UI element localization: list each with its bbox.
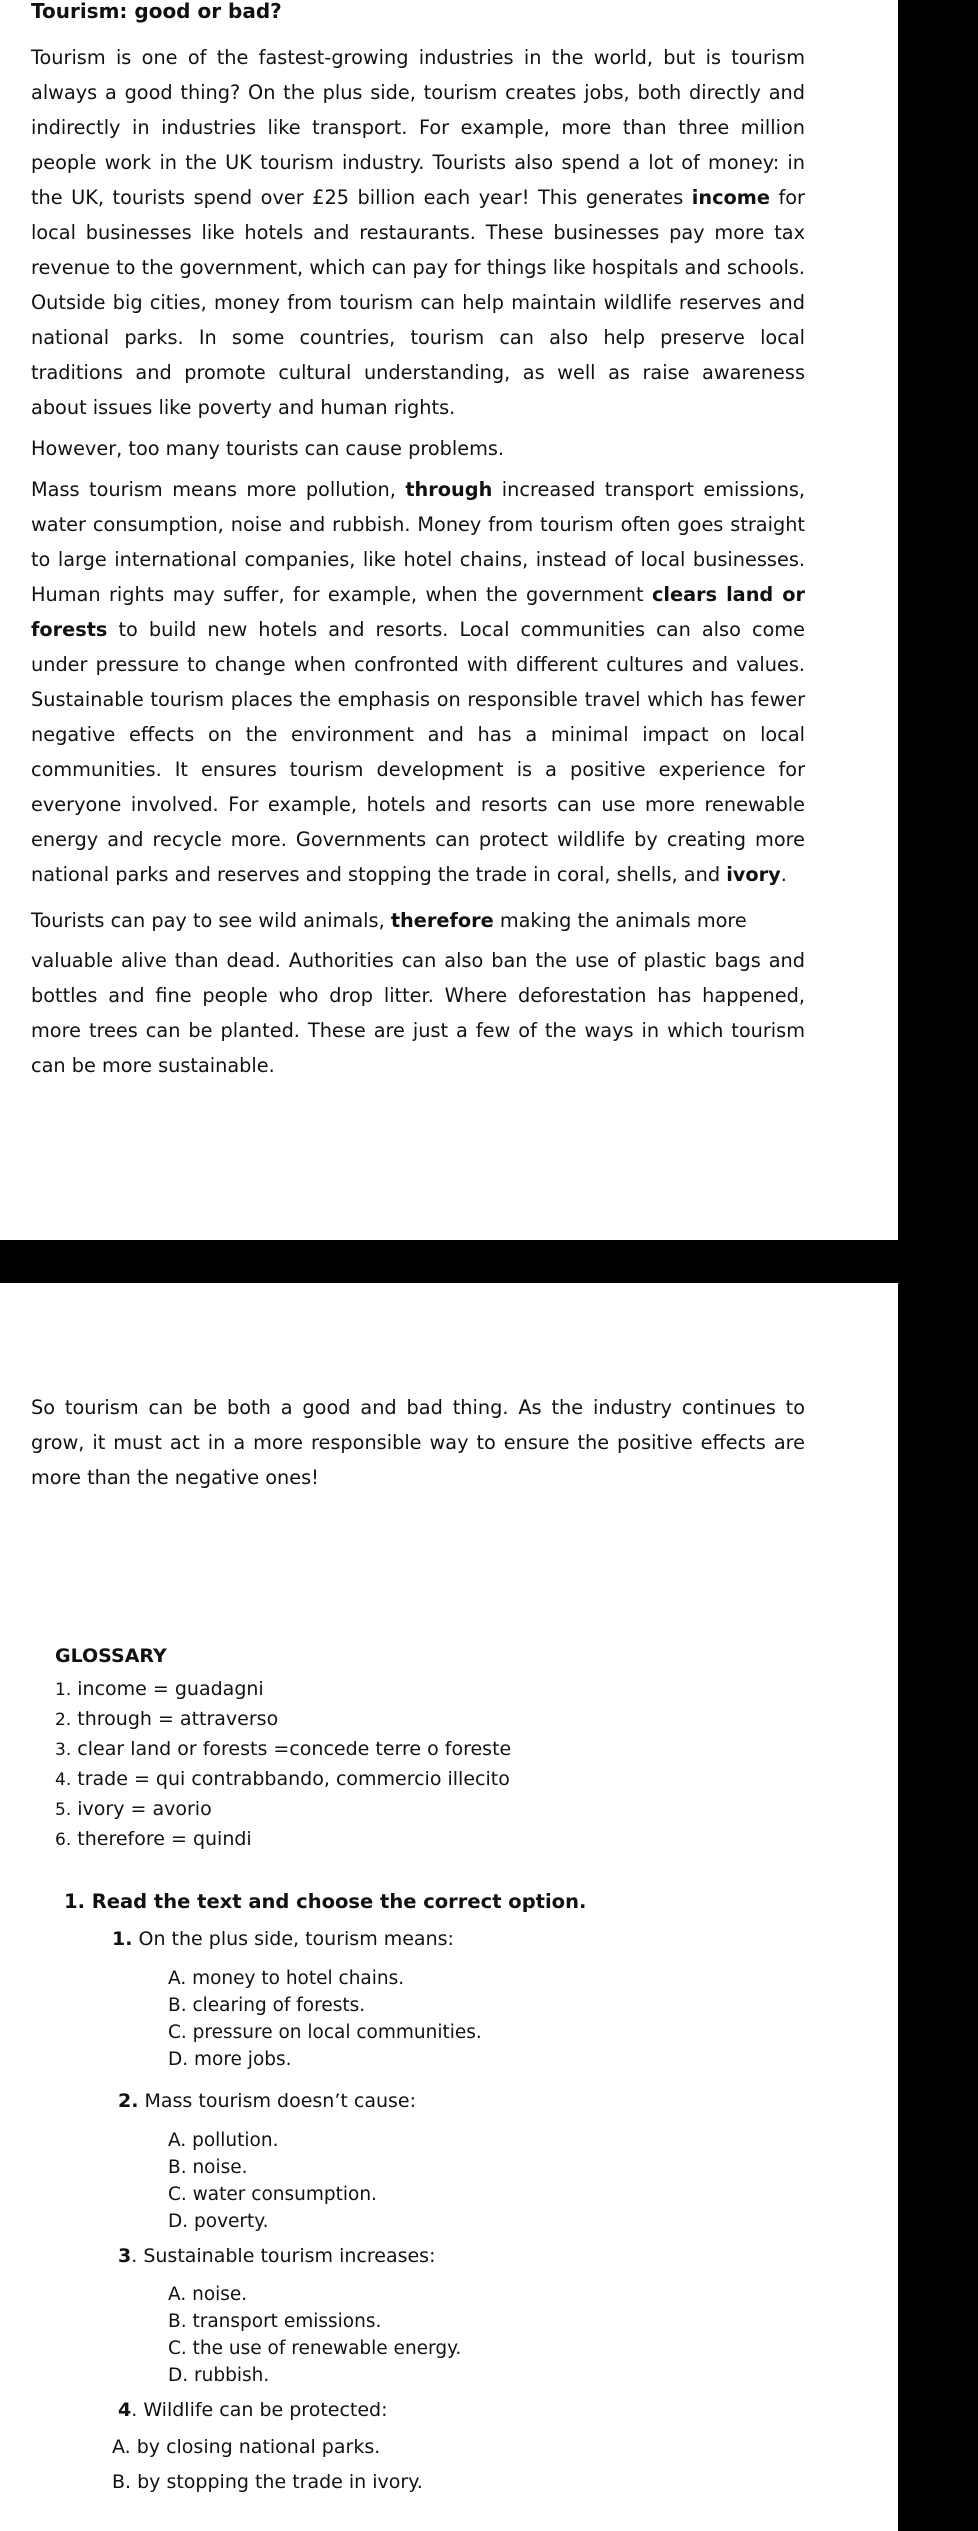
option: D. poverty. — [168, 2211, 269, 2232]
glossary-item: 4. trade = qui contrabbando, commercio illecito — [55, 1768, 510, 1790]
question-1-options — [168, 1965, 482, 2073]
glossary-item: 3. clear land or forests =concede terre o foreste — [55, 1738, 512, 1760]
question-3-options — [168, 2281, 461, 2389]
option: A. by closing national parks. — [112, 2436, 381, 2458]
question-1: 1. On the plus side, tourism means: — [112, 1928, 454, 1950]
glossary-term-income: income — [691, 186, 770, 209]
paragraph-problems-intro: However, too many tourists can cause problems. — [31, 437, 505, 460]
question-2: 2. Mass tourism doesn’t cause: — [118, 2090, 416, 2112]
paragraph-conclusion: So tourism can be both a good and bad thing. As the industry continues to grow, it must act in a more responsible way to ensure the positive effects are more than the negative ones! — [31, 1396, 805, 1489]
glossary-list — [55, 1674, 511, 1854]
option: A. money to hotel chains. — [168, 1968, 405, 1989]
option: C. the use of renewable energy. — [168, 2338, 462, 2359]
page-1 — [0, 0, 898, 1240]
glossary-item: 1. income = guadagni — [55, 1678, 264, 1700]
question-3: 3. Sustainable tourism increases: — [118, 2245, 436, 2267]
option: B. clearing of forests. — [168, 1995, 366, 2016]
glossary-item: 6. therefore = quindi — [55, 1828, 252, 1850]
paragraph-benefits: Tourism is one of the fastest-growing industries in the world, but is tourism always a good thing? On the plus side, tourism creates jobs, both directly and indirectly in industries like transport. For example, more than three million people work in the UK tourism industry. Tourists also spend a lot of money: in the UK, tourists spend over £25 billion each year! This generates income for local businesses like hotels and restaurants. These businesses pay more tax revenue to the government, which can pay for things like hospitals and schools. Outside big cities, money from tourism can help maintain wildlife reserves and national parks. In some countries, tourism can also help preserve local traditions and promote cultural understanding, as well as raise awareness about issues like poverty and human rights. — [31, 46, 805, 419]
exercise-title: 1. Read the text and choose the correct option. — [64, 1890, 587, 1913]
option: C. water consumption. — [168, 2184, 377, 2205]
question-4: 4. Wildlife can be protected: — [118, 2399, 388, 2421]
paragraph-wild-animals: Tourists can pay to see wild animals, therefore making the animals more — [31, 909, 747, 932]
option: D. more jobs. — [168, 2049, 292, 2070]
question-2-options — [168, 2127, 377, 2235]
glossary-title: GLOSSARY — [55, 1645, 167, 1667]
option: A. pollution. — [168, 2130, 279, 2151]
article-title: Tourism: good or bad? — [31, 0, 282, 23]
page-2 — [0, 1283, 898, 2531]
glossary-item: 5. ivory = avorio — [55, 1798, 212, 1820]
paragraph-problems: Mass tourism means more pollution, through increased transport emissions, water consumption, noise and rubbish. Money from tourism often goes straight to large international companies, like hotel chains, instead of local businesses. Human rights may suffer, for example, when the government clears land or forests to build new hotels and resorts. Local communities can also come under pressure to change when confronted with different cultures and values. Sustainable tourism places the emphasis on responsible travel which has fewer negative effects on the environment and has a minimal impact on local communities. It ensures tourism development is a positive experience for everyone involved. For example, hotels and resorts can use more renewable energy and recycle more. Governments can protect wildlife by creating more national parks and reserves and stopping the trade in coral, shells, and ivory. — [31, 478, 805, 886]
glossary-term-therefore: therefore — [390, 909, 494, 932]
option: B. by stopping the trade in ivory. — [112, 2471, 423, 2493]
option: B. noise. — [168, 2157, 248, 2178]
option: B. transport emissions. — [168, 2311, 382, 2332]
glossary-item: 2. through = attraverso — [55, 1708, 279, 1730]
question-4-options — [112, 2430, 423, 2500]
option: C. pressure on local communities. — [168, 2022, 482, 2043]
glossary-term-clears-land: clears land or forests — [31, 583, 805, 641]
glossary-term-through: through — [405, 478, 493, 501]
paragraph-sustainable-measures: valuable alive than dead. Authorities can also ban the use of plastic bags and bottles and fine people who drop litter. Where deforestation has happened, more trees can be planted. These are just a few of the ways in which tourism can be more sustainable. — [31, 949, 805, 1077]
option: A. noise. — [168, 2284, 248, 2305]
option: D. rubbish. — [168, 2365, 270, 2386]
glossary-term-ivory: ivory — [726, 863, 781, 886]
